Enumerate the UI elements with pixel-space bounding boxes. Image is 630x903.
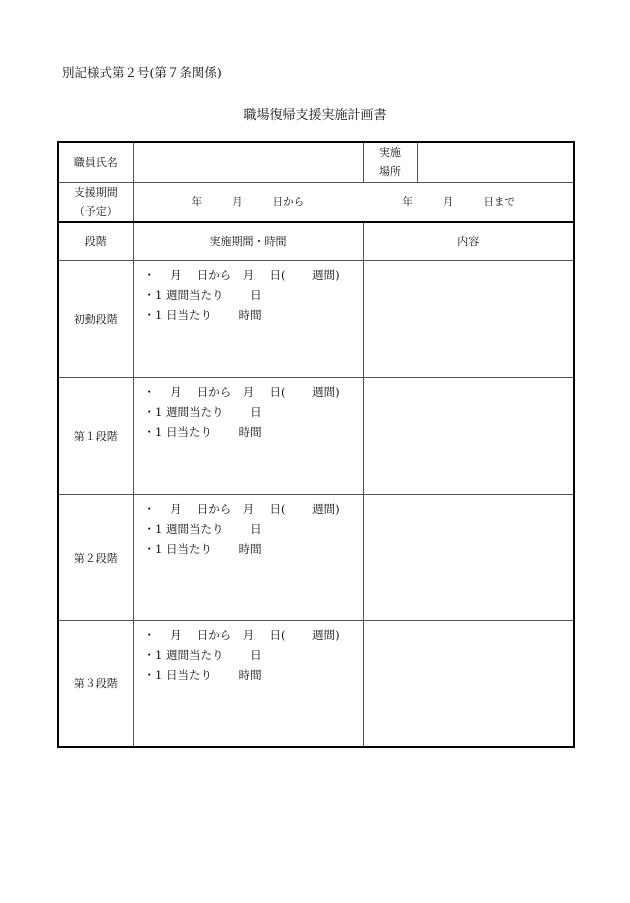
period-to-day: 日まで xyxy=(483,196,515,208)
schedule-hours-per-day-line: ・1 日当たり 時間 xyxy=(143,425,262,439)
period-to-year: 年 xyxy=(402,196,413,208)
stage-row xyxy=(58,495,574,621)
schedule-hours-per-day-line: ・1 日当たり 時間 xyxy=(143,542,262,556)
schedule-days-per-week-line: ・1 週間当たり 日 xyxy=(143,288,262,302)
stage-content[interactable] xyxy=(363,495,574,621)
document-title: 職場復帰支援実施計画書 xyxy=(243,108,387,123)
schedule-dates-line: ・ 月 日から 月 日( 週間) xyxy=(143,628,340,642)
stage-column-header: 段階 xyxy=(58,222,133,261)
stage-row xyxy=(58,261,574,378)
location-label xyxy=(363,142,417,182)
schedule-column-header: 実施期間・時間 xyxy=(133,222,363,261)
schedule-dates-line: ・ 月 日から 月 日( 週間) xyxy=(143,502,340,516)
schedule-dates-line: ・ 月 日から 月 日( 週間) xyxy=(143,268,340,282)
column-header-row xyxy=(58,222,574,261)
stage-content[interactable] xyxy=(363,378,574,495)
location-field[interactable] xyxy=(417,142,574,182)
content-column-header: 内容 xyxy=(363,222,574,261)
stage-row xyxy=(58,378,574,495)
schedule-dates-line: ・ 月 日から 月 日( 週間) xyxy=(143,385,340,399)
period-from-month: 月 xyxy=(232,196,243,208)
schedule-days-per-week-line: ・1 週間当たり 日 xyxy=(143,648,262,662)
employee-name-field[interactable] xyxy=(133,142,363,182)
stage-name: 初動段階 xyxy=(58,261,133,378)
form-number-label: 別記様式第２号(第７条関係) xyxy=(62,65,222,80)
employee-name-label: 職員氏名 xyxy=(58,142,133,182)
schedule-days-per-week-line: ・1 週間当たり 日 xyxy=(143,522,262,536)
employee-row xyxy=(58,142,574,182)
period-from-year: 年 xyxy=(191,196,202,208)
stage-row xyxy=(58,621,574,747)
period-field[interactable] xyxy=(133,182,574,222)
stage-schedule[interactable] xyxy=(133,378,363,495)
stage-name: 第３段階 xyxy=(58,621,133,747)
period-label-line1: 支援期間 xyxy=(73,185,118,199)
location-label-line2: 場所 xyxy=(379,165,401,179)
plan-table xyxy=(57,141,575,748)
period-label xyxy=(58,182,133,222)
period-row xyxy=(58,182,574,222)
stage-content[interactable] xyxy=(363,261,574,378)
period-to-month: 月 xyxy=(442,196,454,208)
stage-schedule[interactable] xyxy=(133,621,363,747)
schedule-hours-per-day-line: ・1 日当たり 時間 xyxy=(143,668,262,682)
stage-schedule[interactable] xyxy=(133,495,363,621)
stage-name: 第２段階 xyxy=(58,495,133,621)
stage-schedule[interactable] xyxy=(133,261,363,378)
stage-name: 第１段階 xyxy=(58,378,133,495)
stage-content[interactable] xyxy=(363,621,574,747)
period-from-day: 日から xyxy=(272,196,305,208)
period-label-line2: （予定） xyxy=(73,204,118,218)
schedule-hours-per-day-line: ・1 日当たり 時間 xyxy=(143,308,262,322)
schedule-days-per-week-line: ・1 週間当たり 日 xyxy=(143,405,262,419)
location-label-line1: 実施 xyxy=(379,146,401,160)
